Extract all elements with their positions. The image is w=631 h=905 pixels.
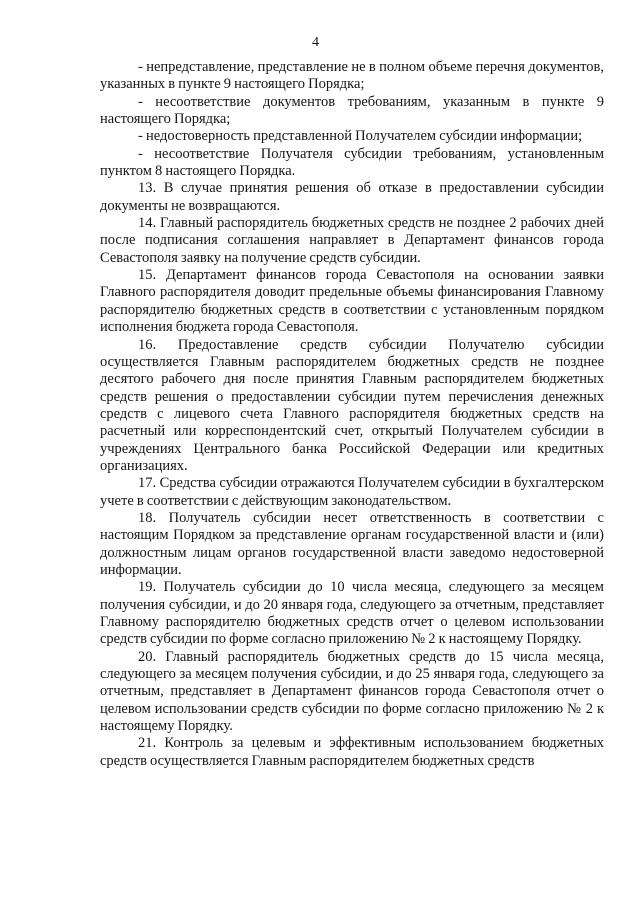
paragraph-17: 17. Средства субсидии отражаются Получателем субсидии в бухгалтерском учете в соответствии с действующим законодательством. — [100, 475, 604, 509]
document-body — [100, 59, 604, 770]
list-item-document-mismatch: - несоответствие документов требованиям, указанным в пункте 9 настоящего Порядка; — [100, 93, 604, 128]
list-item-missing-documents: - непредставление, представление не в полном объеме перечня документов, указанных в пункте 9 настоящего Порядка; — [100, 59, 604, 93]
list-item-unreliable-info: - недостоверность представленной Получателем субсидии информации; — [138, 128, 583, 145]
paragraph-21: 21. Контроль за целевым и эффективным использованием бюджетных средств осуществляется Главным распорядителем бюджетных средств — [100, 735, 604, 769]
paragraph-14: 14. Главный распорядитель бюджетных средств не позднее 2 рабочих дней после подписания соглашения направляет в Департамент финансов города Севастополя заявку на получение средств субсидии. — [100, 215, 604, 266]
paragraph-18: 18. Получатель субсидии несет ответственность в соответствии с настоящим Порядком за представление органам государственной власти и (или) должностным лицам органов государственной власти заведомо недостоверной информации. — [100, 509, 604, 578]
paragraph-20: 20. Главный распорядитель бюджетных средств до 15 числа месяца, следующего за месяцем получения субсидии, и до 25 января года, следующего за отчетным, представляет в Департамент финансов города Севастополя отчет о целевом использовании средств субсидии по форме согласно приложению № 2 к настоящему Порядку. — [100, 648, 604, 735]
paragraph-13: 13. В случае принятия решения об отказе в предоставлении субсидии документы не возвращаются. — [100, 180, 604, 214]
paragraph-16: 16. Предоставление средств субсидии Получателю субсидии осуществляется Главным распорядителем бюджетных средств не позднее десятого рабочего дня после принятия Главным распорядителем бюджетных средств решения о предоставлении субсидии путем перечисления денежных средств с лицевого счета Главного распорядителя бюджетных средств на расчетный или корреспондентский счет, открытый Получателем субсидии в учреждениях Центрального банка Российской Федерации или кредитных организациях. — [100, 336, 604, 474]
page-number: 4 — [312, 35, 319, 50]
paragraph-19: 19. Получатель субсидии до 10 числа месяца, следующего за месяцем получения субсидии, и до 20 января года, следующего за отчетным, представляет Главному распорядителю бюджетных средств отчет о целевом использовании средств субсидии по форме согласно приложению № 2 к настоящему Порядку. — [100, 579, 604, 648]
list-item-recipient-mismatch: - несоответствие Получателя субсидии требованиям, установленным пунктом 8 настоящего Порядка. — [100, 145, 604, 180]
paragraph-15: 15. Департамент финансов города Севастополя на основании заявки Главного распорядителя доводит предельные объемы финансирования Главному распорядителю бюджетных средств в соответствии с установленным порядком исполнения бюджета города Севастополя. — [100, 267, 604, 336]
